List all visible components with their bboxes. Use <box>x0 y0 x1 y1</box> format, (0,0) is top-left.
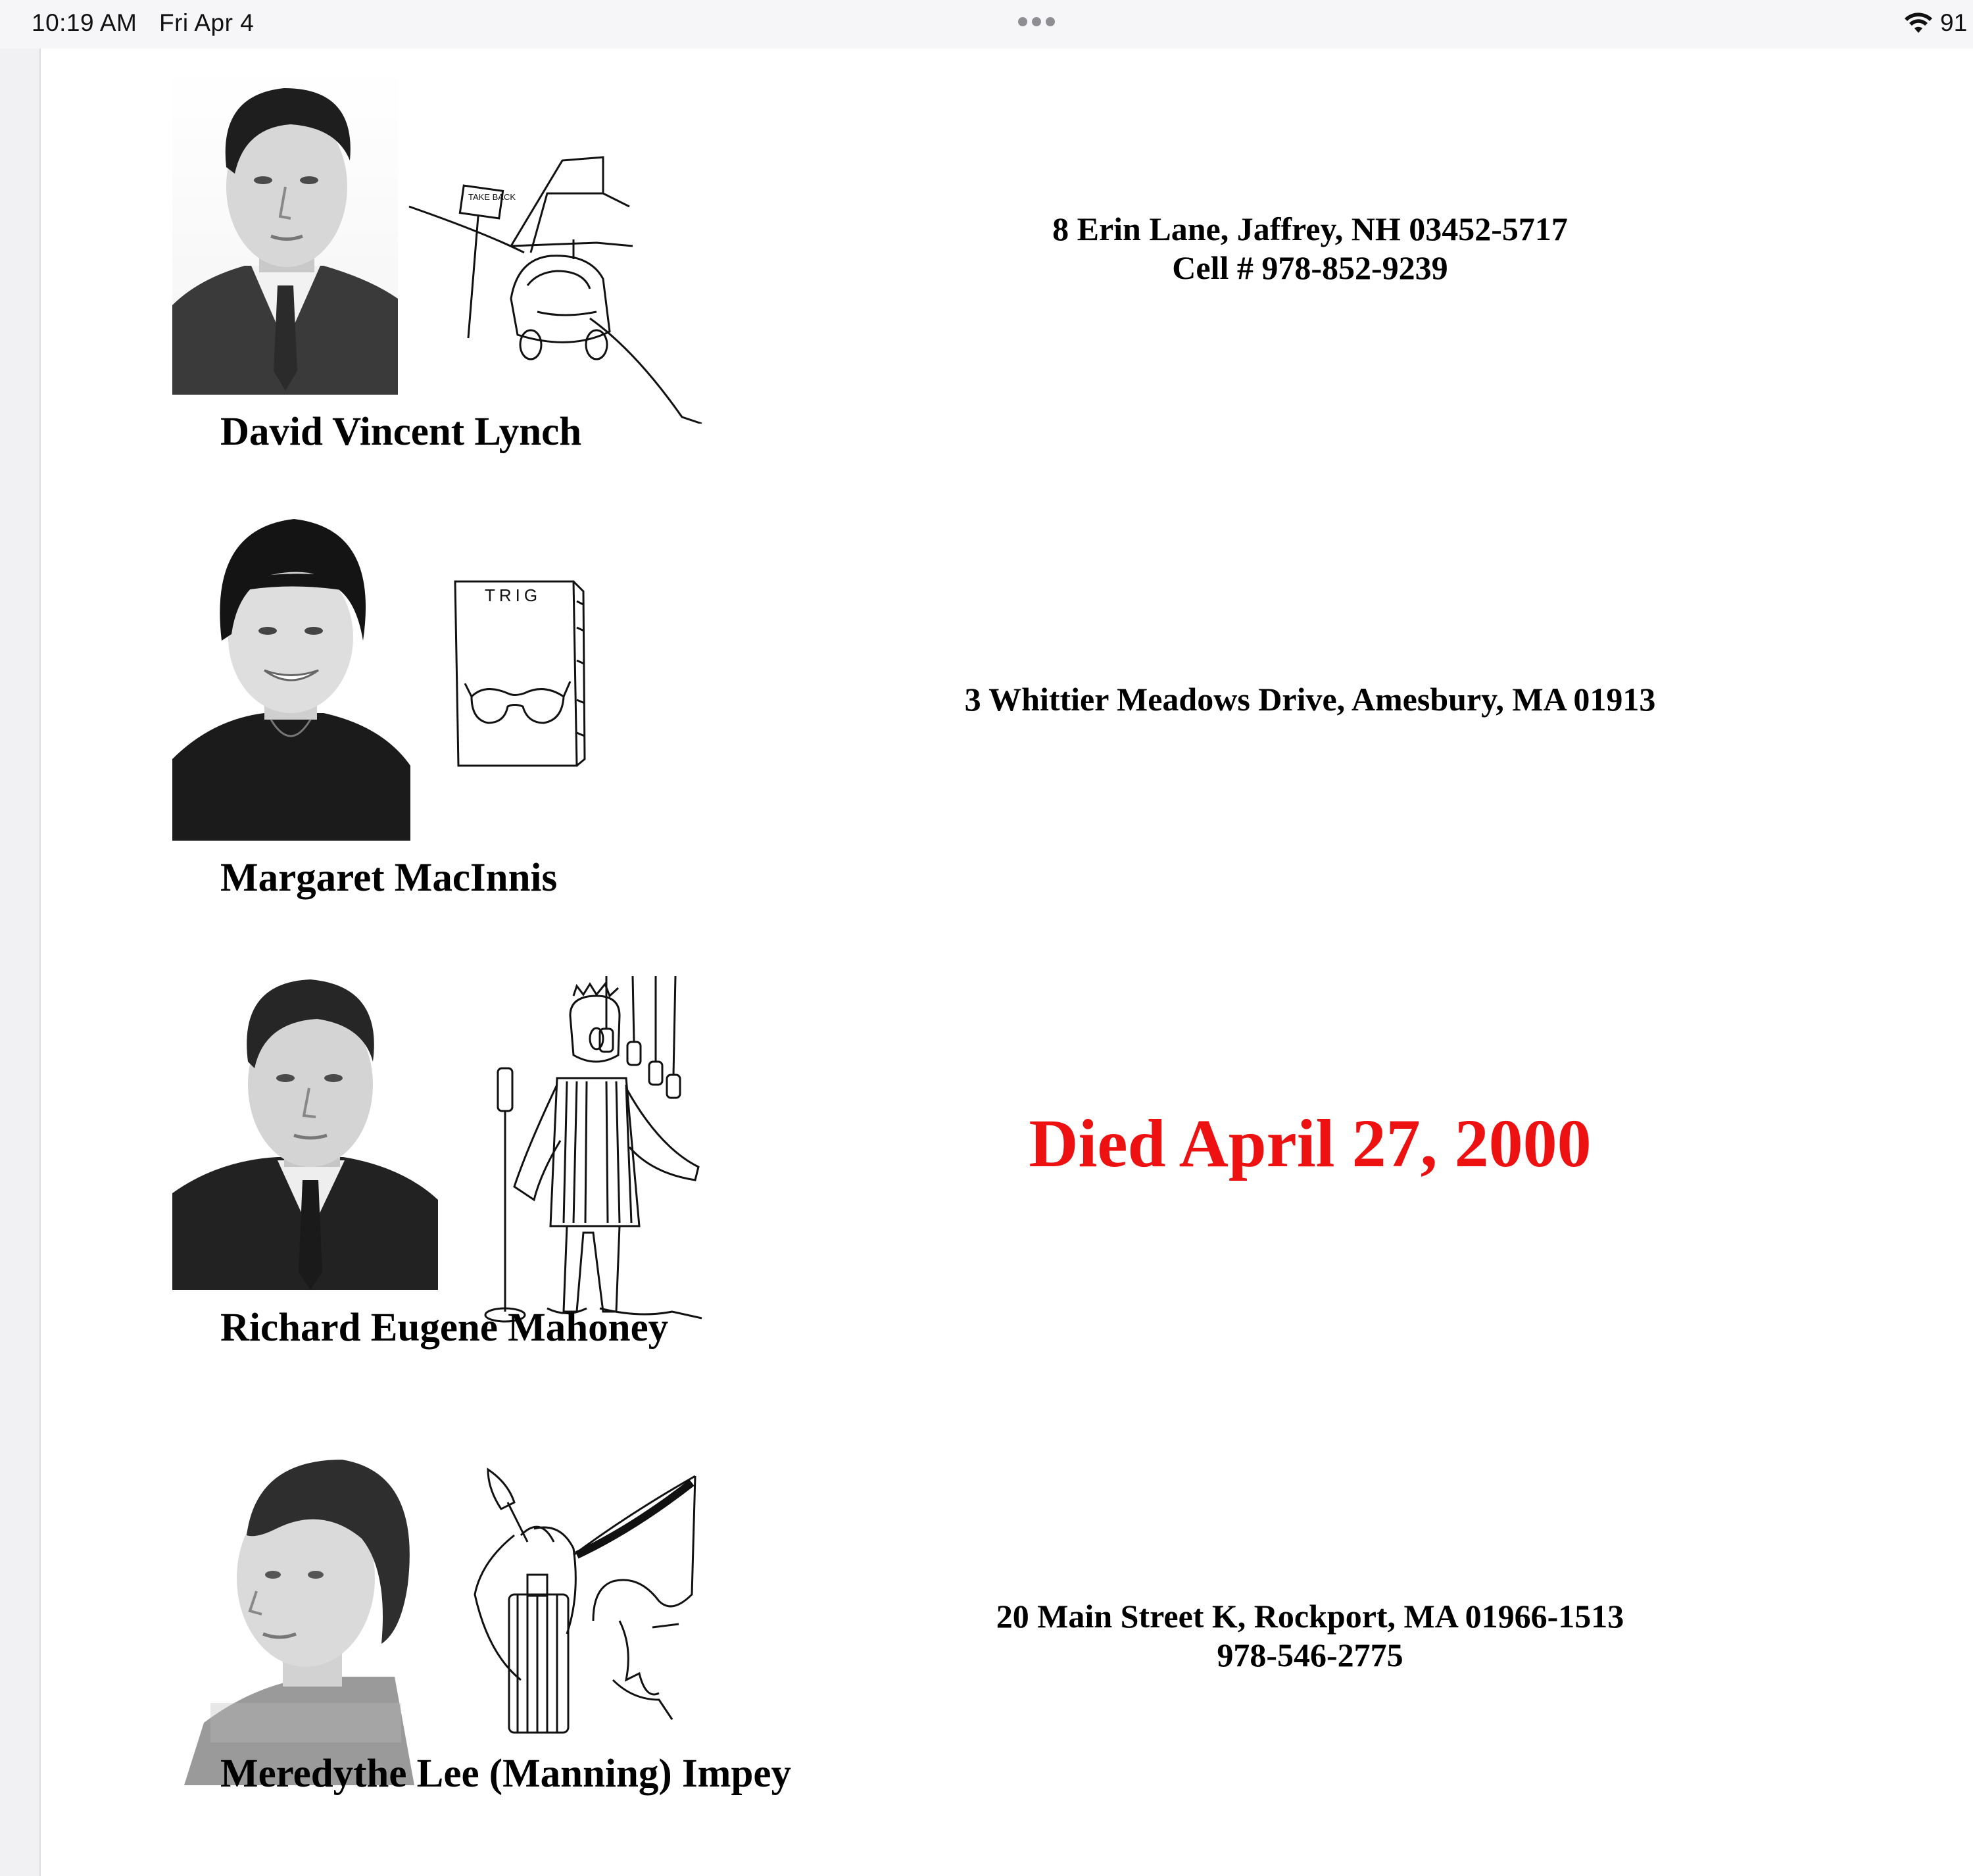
portrait-photo <box>172 68 398 395</box>
document-page <box>41 49 1973 1876</box>
status-time: 10:19 AM <box>32 9 137 36</box>
more-dots-icon[interactable] <box>1018 17 1055 26</box>
phone-line: Cell # 978-852-9239 <box>1172 249 1448 286</box>
address-line: 20 Main Street K, Rockport, MA 01966-1513 <box>996 1598 1624 1635</box>
address-block <box>850 1597 1770 1675</box>
died-notice: Died April 27, 2000 <box>1029 1106 1592 1181</box>
address-block <box>850 210 1770 287</box>
vase-cartoon-sketch <box>462 1463 712 1739</box>
status-date: Fri Apr 4 <box>159 9 255 36</box>
portrait-photo <box>172 503 410 841</box>
address-line: 8 Erin Lane, Jaffrey, NH 03452-5717 <box>1052 210 1568 247</box>
sketch-sign-text: TAKE BACK <box>468 192 516 202</box>
status-bar <box>0 0 1973 49</box>
battery-percent: 91 <box>1940 9 1968 36</box>
car-cartoon-sketch <box>406 108 708 424</box>
trig-book-sketch <box>445 575 590 772</box>
student-name: David Vincent Lynch <box>220 410 582 454</box>
page-left-edge <box>0 49 41 1876</box>
comedian-microphone-sketch <box>442 976 718 1338</box>
sketch-book-title: TRIG <box>485 585 542 605</box>
portrait-photo <box>184 1414 454 1785</box>
address-line: 3 Whittier Meadows Drive, Amesbury, MA 01913 <box>964 681 1656 718</box>
student-name: Richard Eugene Mahoney <box>220 1306 669 1350</box>
student-name: Meredythe Lee (Manning) Impey <box>220 1752 791 1796</box>
address-block <box>850 680 1770 719</box>
wifi-icon <box>1904 12 1933 34</box>
student-name: Margaret MacInnis <box>220 856 558 900</box>
portrait-photo <box>172 963 438 1290</box>
phone-line: 978-546-2775 <box>1217 1637 1403 1673</box>
